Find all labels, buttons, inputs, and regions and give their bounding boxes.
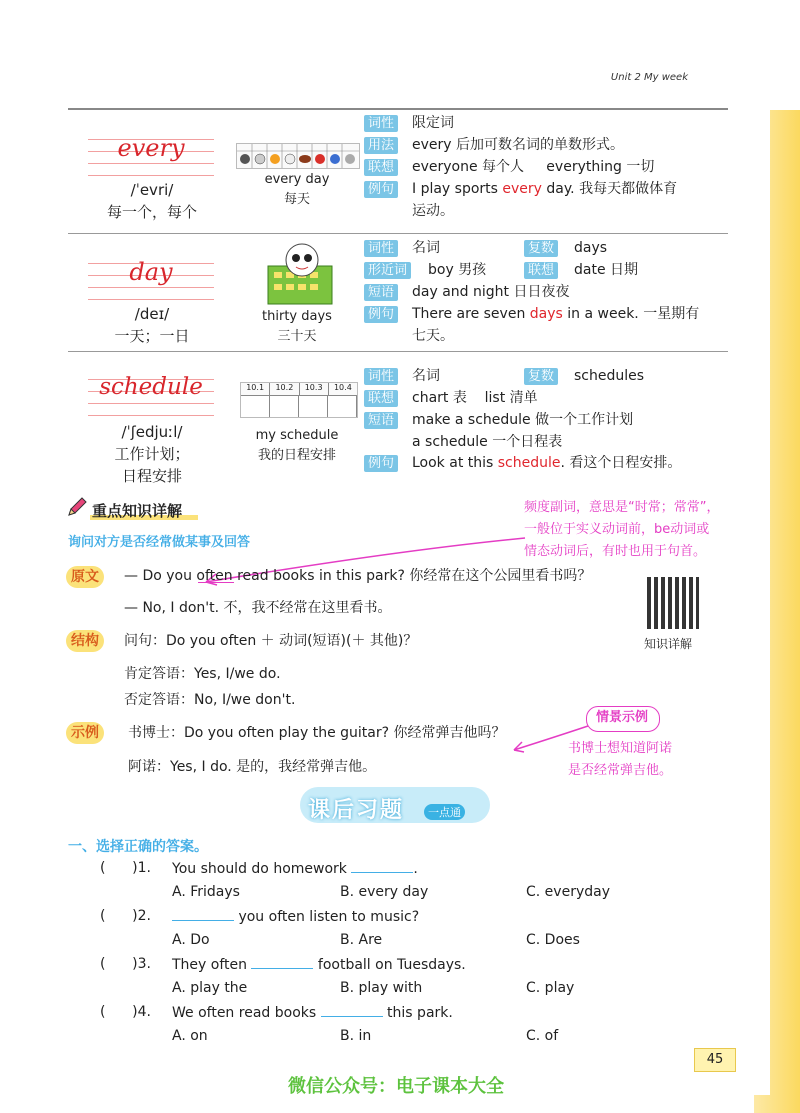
example-line-1: 书博士：Do you often play the guitar? 你经常弹吉他吗？	[128, 725, 506, 741]
tag: 词性	[364, 240, 398, 257]
example-cont: 七天。	[412, 328, 454, 344]
note-line: 书博士想知道阿诺	[568, 741, 673, 756]
def-text: 名词	[412, 368, 440, 384]
note-line: 一般位于实义动词前，be动词或	[524, 522, 710, 537]
footer-watermark: 微信公众号：电子课本大全	[288, 1076, 504, 1097]
tag: 复数	[524, 240, 558, 257]
scenario-title: 情景示例	[596, 710, 649, 725]
often-underline	[198, 582, 234, 583]
tag: 词性	[364, 115, 398, 132]
section-title: 重点知识详解	[92, 502, 183, 520]
phonetic-day: /deɪ/	[134, 305, 170, 323]
badge-structure: 结构	[66, 630, 104, 652]
caption-day-zh: 三十天	[277, 329, 317, 344]
schedule-date: 10.2	[270, 383, 299, 395]
answer-blank[interactable]	[172, 906, 234, 921]
def-text: day and night 日日夜夜	[412, 284, 570, 300]
def-text: date 日期	[574, 262, 639, 278]
option-a[interactable]: A. play the	[172, 980, 248, 996]
def-text: chart 表 list 清单	[412, 390, 538, 406]
divider	[68, 233, 728, 234]
word-card-schedule	[88, 368, 214, 428]
tag: 联想	[524, 262, 558, 279]
def-text: 限定词	[412, 115, 454, 131]
example-cont: 运动。	[412, 203, 454, 219]
example-sentence: There are seven days in a week. 一星期有	[412, 306, 700, 322]
note-line: 频度副词，意思是“时常；常常”，	[524, 500, 720, 515]
def-text-cont: a schedule 一个日程表	[412, 434, 563, 450]
option-b[interactable]: B. in	[340, 1028, 372, 1044]
tag: 联想	[364, 159, 398, 176]
dialogue-line-1: — Do you often read books in this park? 你经常在这个公园里看书吗？	[124, 568, 592, 584]
page-number: 45	[694, 1048, 736, 1072]
def-text: 名词	[412, 240, 440, 256]
section-subtitle: 询问对方是否经常做某事及回答	[68, 535, 251, 550]
option-a[interactable]: A. Fridays	[172, 884, 240, 900]
tag: 例句	[364, 181, 398, 198]
divider	[68, 351, 728, 352]
option-b[interactable]: B. play with	[340, 980, 423, 996]
schedule-date: 10.4	[333, 383, 352, 392]
tag: 复数	[524, 368, 558, 385]
schedule-table-image	[240, 382, 358, 418]
question-number: ( )1.	[100, 860, 151, 876]
structure-question: 问句：Do you often ＋ 动词(短语)(＋ 其他)？	[124, 633, 418, 649]
word-day: day	[129, 258, 173, 286]
pencil-icon	[66, 496, 88, 518]
option-c[interactable]: C. everyday	[526, 884, 610, 900]
dialogue-line-2: — No, I don't. 不，我不经常在这里看书。	[124, 600, 392, 616]
question-text: you often listen to music?	[172, 906, 419, 927]
word-every: every	[117, 134, 185, 162]
caption-schedule-en: my schedule	[255, 428, 339, 443]
option-c[interactable]: C. play	[526, 980, 575, 996]
option-c[interactable]: C. Does	[526, 932, 580, 948]
example-line-2: 阿诺：Yes, I do. 是的，我经常弹吉他。	[128, 759, 377, 775]
answer-blank[interactable]	[321, 1002, 383, 1017]
meaning-day: 一天；一日	[114, 327, 190, 345]
structure-positive: 肯定答语：Yes, I/we do.	[124, 666, 281, 682]
def-text: make a schedule 做一个工作计划	[412, 412, 634, 428]
phonetic-schedule: /ˈʃedjuːl/	[121, 423, 183, 441]
exercise-title: 一、选择正确的答案。	[68, 839, 208, 855]
calendar-mascot-icon	[262, 240, 338, 306]
note-line: 情态动词后，有时也用于句首。	[524, 544, 707, 559]
divider	[68, 108, 728, 110]
answer-blank[interactable]	[251, 954, 313, 969]
pointer-arrow	[508, 722, 592, 756]
word-card-day	[88, 252, 214, 312]
caption-day-en: thirty days	[262, 309, 332, 324]
def-text: schedules	[574, 368, 645, 384]
unit-header: Unit 2 My week	[610, 72, 688, 83]
caption-every-en: every day	[264, 172, 330, 187]
def-text: every 后加可数名词的单数形式。	[412, 137, 625, 153]
qr-code-icon[interactable]	[647, 577, 699, 629]
def-text: days	[574, 240, 608, 256]
option-b[interactable]: B. every day	[340, 884, 429, 900]
tag: 短语	[364, 284, 398, 301]
phonetic-every: /ˈevri/	[130, 181, 174, 199]
option-a[interactable]: A. on	[172, 1028, 208, 1044]
meaning-schedule-1: 工作计划；	[114, 445, 190, 463]
badge-example: 示例	[66, 722, 104, 744]
word-schedule: schedule	[99, 374, 203, 400]
banner-title: 课后习题	[308, 798, 405, 823]
def-text: boy 男孩	[428, 262, 487, 278]
meaning-schedule-2: 日程安排	[121, 467, 182, 485]
meaning-every: 每一个，每个	[106, 203, 197, 221]
option-b[interactable]: B. Are	[340, 932, 383, 948]
qr-label: 知识详解	[644, 637, 693, 651]
schedule-date: 10.3	[300, 383, 329, 395]
def-text: everyone 每个人 everything 一切	[412, 159, 655, 175]
word-card-every	[88, 128, 214, 188]
question-number: ( )3.	[100, 956, 151, 972]
question-number: ( )4.	[100, 1004, 151, 1020]
tag: 形近词	[364, 262, 411, 279]
sports-balls-icon	[236, 143, 360, 169]
note-line: 是否经常弹吉他。	[568, 763, 673, 778]
tag: 例句	[364, 455, 398, 472]
question-text: We often read books this park.	[172, 1002, 453, 1023]
schedule-date: 10.1	[241, 383, 270, 395]
banner-subtitle: 一点通	[424, 804, 465, 820]
option-a[interactable]: A. Do	[172, 932, 210, 948]
question-text: You should do homework .	[172, 858, 418, 879]
tag: 短语	[364, 412, 398, 429]
structure-negative: 否定答语：No, I/we don't.	[124, 692, 296, 708]
tag: 用法	[364, 137, 398, 154]
question-text: They often football on Tuesdays.	[172, 954, 466, 975]
question-number: ( )2.	[100, 908, 151, 924]
tag: 词性	[364, 368, 398, 385]
answer-blank[interactable]	[351, 858, 413, 873]
tag: 例句	[364, 306, 398, 323]
tag: 联想	[364, 390, 398, 407]
note-frequency	[524, 497, 719, 563]
badge-original: 原文	[66, 566, 104, 588]
caption-every-zh: 每天	[283, 192, 310, 207]
option-c[interactable]: C. of	[526, 1028, 559, 1044]
example-sentence: I play sports every day. 我每天都做体育	[412, 181, 678, 197]
caption-schedule-zh: 我的日程安排	[257, 448, 336, 463]
example-sentence: Look at this schedule. 看这个日程安排。	[412, 455, 682, 471]
